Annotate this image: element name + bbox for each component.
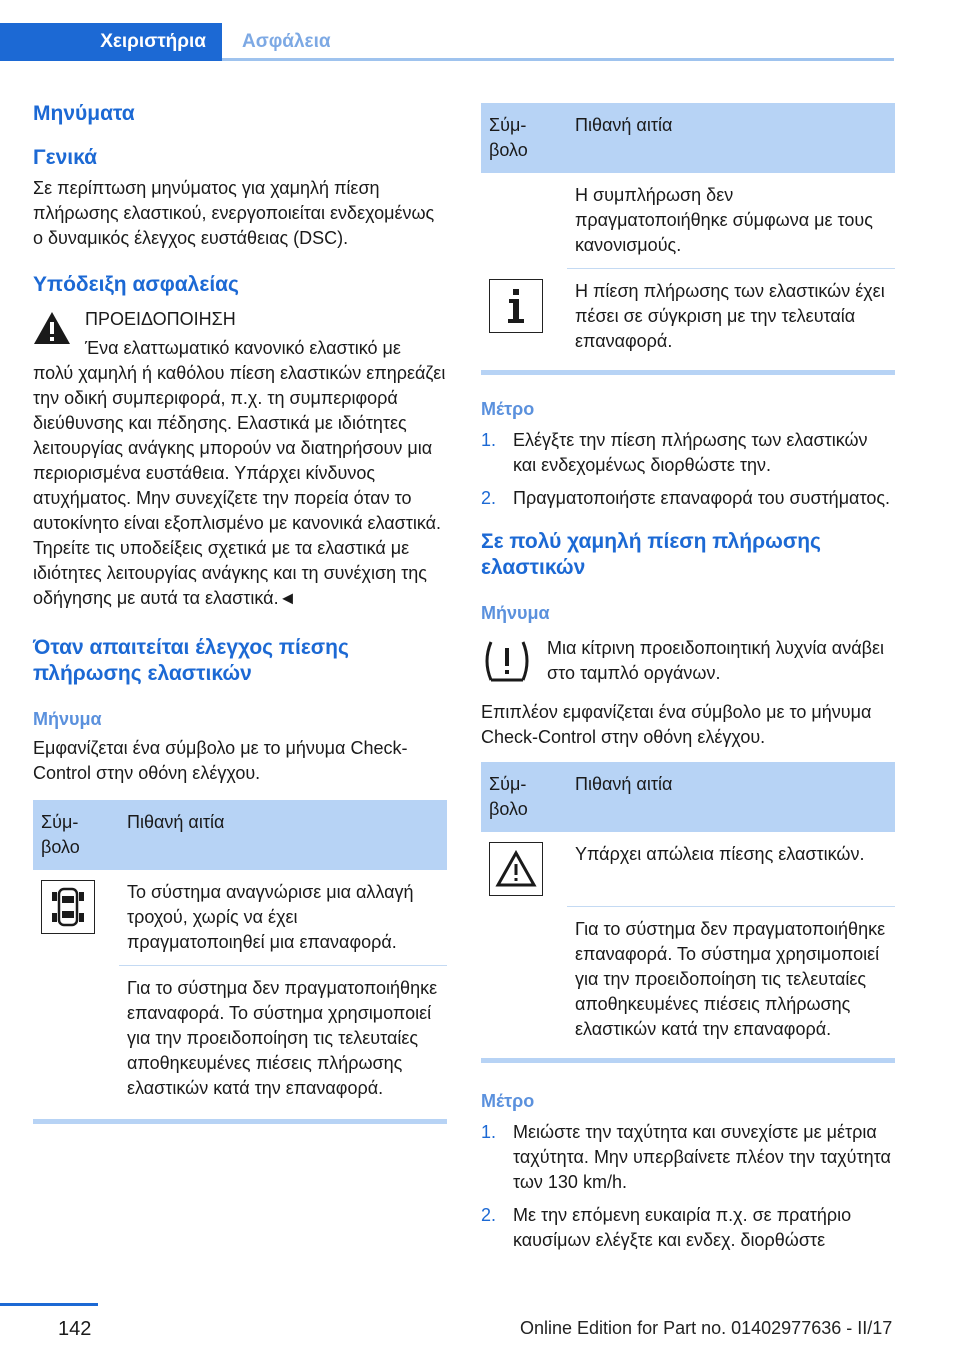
table-row	[481, 832, 895, 906]
col-symbol: Σύμ-βολο	[33, 800, 119, 870]
edition-footer: Online Edition for Part no. 01402977636 - II/17	[520, 1318, 893, 1338]
col-cause: Πιθανή αιτία	[119, 800, 447, 870]
heading-safety-note: Υπόδειξη ασφαλείας	[33, 273, 239, 296]
step-number: 2.	[481, 1204, 497, 1225]
col-cause: Πιθανή αιτία	[567, 762, 895, 832]
heading-check-pressure: Όταν απαιτείται έλεγχος πίεσης πλήρωσης ελαστικών	[33, 636, 349, 685]
lamp-block	[481, 636, 895, 686]
col-symbol: Σύμ-βολο	[481, 103, 567, 173]
cause-text: Για το σύστημα δεν πραγματοποιήθηκε επαναφορά. Το σύστημα χρησιμοποιεί για την προειδοποίηση τις τελευταίες αποθηκευμένες πιέσεις πλήρωσης ελαστικών κατά την επαναφορά.	[127, 978, 438, 1098]
table-row	[33, 966, 447, 1112]
right-column	[481, 103, 895, 1261]
warning-triangle-icon	[33, 311, 71, 345]
tab-safety[interactable]: Ασφάλεια	[242, 31, 331, 52]
heading-general: Γενικά	[33, 146, 98, 169]
cause-table	[33, 800, 447, 1111]
header-divider	[222, 58, 894, 61]
col-symbol: Σύμ-βολο	[481, 762, 567, 832]
table-row	[481, 906, 895, 1052]
page-number: 142	[58, 1318, 92, 1340]
step-text: Μειώστε την ταχύτητα και συνεχίστε με μέτρια ταχύτητα. Μην υπερβαίνετε πλέον την ταχύτητα των 130 km/h.	[513, 1121, 891, 1192]
table-row	[481, 173, 895, 269]
table-end-rule	[481, 1058, 895, 1063]
measures-list	[481, 428, 895, 511]
cause-text: Υπάρχει απώλεια πίεσης ελαστικών.	[567, 832, 895, 906]
cause-text: Για το σύστημα δεν πραγματοποιήθηκε επαναφορά. Το σύστημα χρησιμοποιεί για την προειδοποίηση τις τελευταίες αποθηκευμένες πιέσεις πλήρωσης ελαστικών κατά την επαναφορά.	[575, 918, 886, 1039]
list-item	[481, 428, 895, 478]
warning-triangle-icon	[489, 842, 543, 896]
heading-messages: Μηνύματα	[33, 102, 135, 125]
heading-measures: Μέτρο	[481, 1090, 535, 1111]
tire-pressure-warning-icon	[481, 636, 533, 686]
measures-list	[481, 1120, 895, 1253]
left-column	[33, 100, 447, 1124]
cause-table-continued	[481, 103, 895, 364]
warning-block	[33, 307, 447, 361]
warning-title: ΠΡΟΕΙΔΟΠΟΙΗΣΗ	[85, 309, 236, 329]
table-row	[33, 870, 447, 966]
cause-text: Η πίεση πλήρωσης των ελαστικών έχει πέσει σε σύγκριση με την τελευταία επαναφορά.	[575, 281, 885, 351]
heading-message: Μήνυμα	[33, 709, 102, 729]
page-number-rule	[0, 1303, 98, 1306]
warning-text: πολύ χαμηλή ή καθόλου πίεση ελαστικών επηρεάζει την οδική συμπεριφορά, π.χ. τη συμπεριφορά διεύθυνσης και πέδησης. Ελαστικά με ιδιότητες λειτουργίας ανάγκης μπορούν να διατηρήσουν μια περιορισμένα ευστάθεια. Υπάρχει κίνδυνος ατυχήματος. Μην συνεχίζετε την πορεία όταν το αυτοκίνητο είναι εξοπλισμένο με κανονικά ελαστικά. Τηρείτε τις υποδείξεις σχετικά με τα ελαστικά με ιδιότητες λειτουργίας ανάγκης και τη συνέχιση της οδήγησης με αυτά τα ελαστικά.◄	[33, 363, 446, 608]
table-end-rule	[481, 370, 895, 375]
step-text: Ελέγξτε την πίεση πλήρωσης των ελαστικών και ενδεχομένως διορθώστε την.	[513, 430, 868, 475]
step-number: 2.	[481, 488, 497, 508]
heading-measures: Μέτρο	[481, 399, 535, 419]
step-text: Με την επόμενη ευκαιρία π.χ. σε πρατήριο καυσίμων ελέγξτε και ενδεχ. διορθώστε	[513, 1204, 852, 1250]
tab-controls[interactable]: Χειριστήρια	[0, 23, 222, 61]
heading-very-low-pressure: Σε πολύ χαμηλή πίεση πλήρωσης ελαστικών	[481, 530, 821, 579]
list-item	[481, 1203, 895, 1253]
cause-text: Το σύστημα αναγνώρισε μια αλλαγή τροχού, χωρίς να έχει πραγματοποιηθεί μια επαναφορά.	[119, 870, 447, 966]
message-text: Εμφανίζεται ένα σύμβολο με το μήνυμα Check-Control στην οθόνη ελέγχου.	[33, 738, 408, 783]
lamp-text: Μια κίτρινη προειδοποιητική λυχνία ανάβει στο ταμπλό οργάνων.	[547, 638, 884, 683]
step-number: 1.	[481, 1121, 497, 1142]
general-text: Σε περίπτωση μηνύματος για χαμηλή πίεση πλήρωσης ελαστικού, ενεργοποιείται ενδεχομένως ο δυναμικός έλεγχος ευστάθειας (DSC).	[33, 178, 435, 248]
heading-message: Μήνυμα	[481, 603, 550, 623]
table-end-rule	[33, 1119, 447, 1124]
cause-text: Η συμπλήρωση δεν πραγματοποιήθηκε σύμφωνα με τους κανονισμούς.	[567, 173, 895, 269]
col-cause: Πιθανή αιτία	[567, 103, 895, 173]
car-tire-icon	[41, 880, 95, 934]
extra-text: Επιπλέον εμφανίζεται ένα σύμβολο με το μήνυμα Check-Control στην οθόνη ελέγχου.	[481, 702, 872, 747]
cause-table-low	[481, 762, 895, 1052]
table-row	[481, 269, 895, 365]
header-bar	[0, 0, 960, 70]
step-text: Πραγματοποιήστε επαναφορά του συστήματος.	[513, 488, 891, 508]
info-icon	[489, 279, 543, 333]
list-item	[481, 486, 895, 511]
warning-first-line: Ένα ελαττωματικό κανονικό ελαστικό με	[85, 338, 401, 358]
step-number: 1.	[481, 430, 497, 450]
list-item	[481, 1120, 895, 1195]
